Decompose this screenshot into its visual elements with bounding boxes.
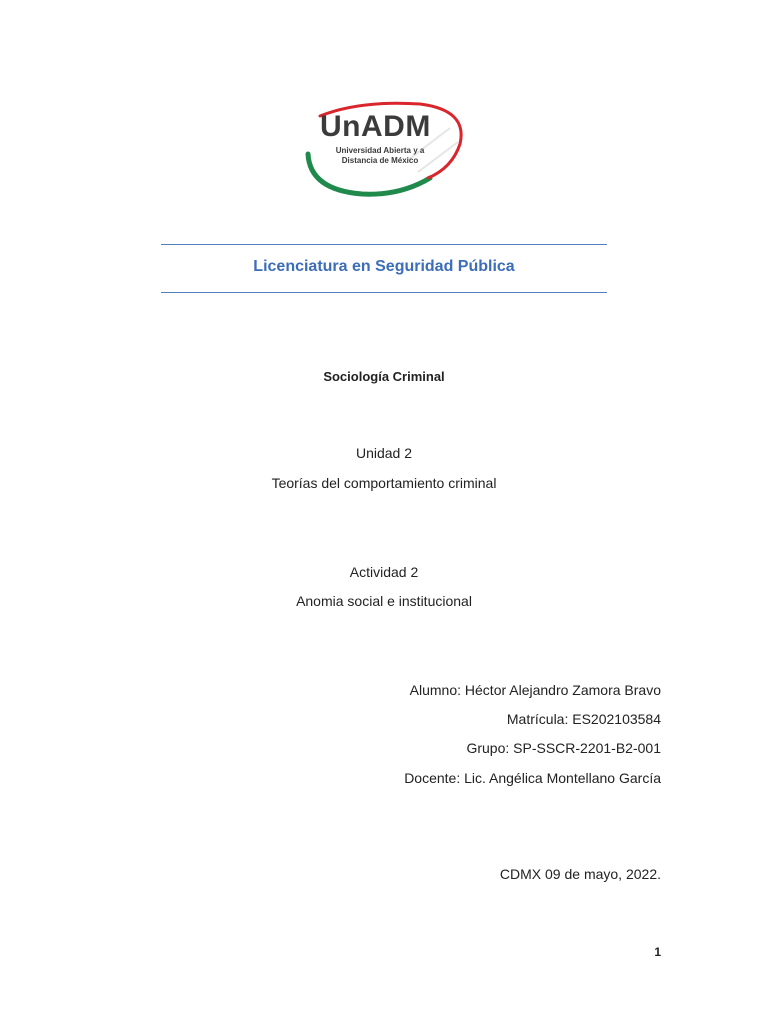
logo-subtitle: Universidad Abierta y a Distancia de México [335, 146, 425, 165]
activity-label: Actividad 2 [349, 564, 419, 580]
page-number: 1 [654, 945, 661, 959]
logo-wordmark: UnADM [320, 110, 431, 143]
degree-title: Licenciatura en Seguridad Pública [253, 258, 515, 275]
unit-label: Unidad 2 [355, 445, 413, 461]
subject-title: Sociología Criminal [323, 369, 445, 384]
document-date: CDMX 09 de mayo, 2022. [499, 866, 661, 882]
unit-title: Teorías del comportamiento criminal [271, 475, 497, 491]
student-name: Alumno: Héctor Alejandro Zamora Bravo [409, 682, 661, 698]
teacher-name: Docente: Lic. Angélica Montellano García [404, 770, 661, 786]
enrollment-number: Matrícula: ES202103584 [506, 711, 661, 727]
header-rule-bottom [161, 292, 607, 293]
unadm-logo [300, 98, 470, 208]
group-code: Grupo: SP-SSCR-2201-B2-001 [466, 740, 661, 756]
activity-title: Anomia social e institucional [296, 593, 472, 609]
header-rule-top [161, 244, 607, 245]
